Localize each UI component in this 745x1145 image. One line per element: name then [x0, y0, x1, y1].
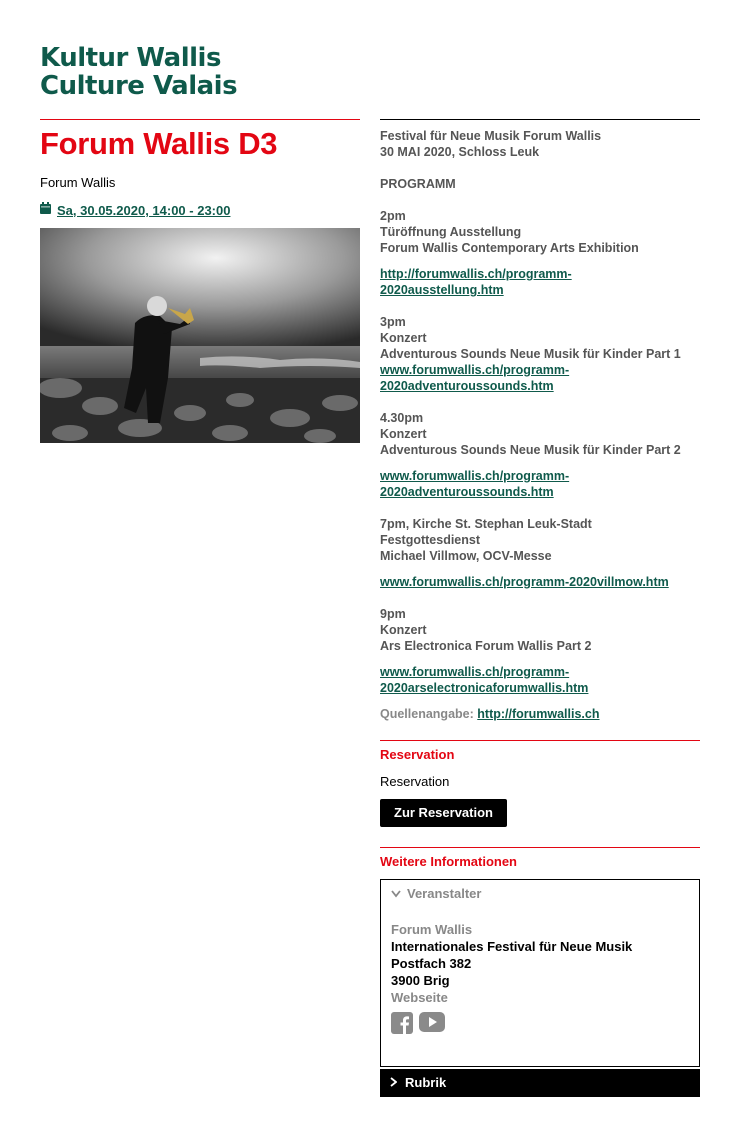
text-line: Michael Villmow, OCV-Messe: [380, 549, 552, 563]
organizer-line: Postfach 382: [391, 956, 472, 971]
source-label: Quellenangabe:: [380, 707, 474, 721]
event-details: [380, 119, 700, 1097]
text-line: 7pm, Kirche St. Stephan Leuk-Stadt: [380, 517, 592, 531]
divider: [380, 119, 700, 120]
event-main: [40, 119, 360, 443]
calendar-icon: [40, 201, 51, 219]
program-link[interactable]: www.forumwallis.ch/programm- 2020adventuroussounds.htm: [380, 363, 570, 393]
organizer-name: Forum Wallis: [391, 922, 473, 937]
divider: [380, 847, 700, 848]
program-link[interactable]: http://forumwallis.ch/programm- 2020ausstellung.htm: [380, 267, 572, 297]
event-date: [40, 201, 360, 219]
source-link[interactable]: http://forumwallis.ch: [477, 707, 600, 721]
reservation-heading: Reservation: [380, 747, 455, 762]
chevron-right-icon: [390, 1069, 397, 1097]
logo-line-de: Kultur Wallis: [40, 43, 221, 73]
organizer-info: [391, 921, 689, 1038]
program-link[interactable]: www.forumwallis.ch/programm- 2020adventuroussounds.htm: [380, 469, 570, 499]
social-links: [391, 1012, 689, 1038]
event-photo: [40, 228, 360, 443]
logo-line-fr: Culture Valais: [40, 71, 238, 101]
text-line: Türöffnung Ausstellung: [380, 225, 522, 239]
chevron-down-icon: [391, 886, 401, 901]
text-line: Forum Wallis Contemporary Arts Exhibition: [380, 241, 639, 255]
event-description: [380, 128, 700, 722]
program-link[interactable]: www.forumwallis.ch/programm-2020villmow.htm: [380, 575, 669, 589]
text-line: 30 MAI 2020, Schloss Leuk: [380, 145, 540, 159]
event-date-link[interactable]: Sa, 30.05.2020, 14:00 - 23:00: [57, 202, 231, 218]
text-line: 4.30pm: [380, 411, 424, 425]
text-line: Adventurous Sounds Neue Musik für Kinder Part 2: [380, 443, 681, 457]
accordion-title: Veranstalter: [407, 886, 482, 901]
text-line: Konzert: [380, 331, 427, 345]
reservation-text: Reservation: [380, 774, 450, 789]
text-line: Festival für Neue Musik Forum Wallis: [380, 129, 602, 143]
youtube-icon[interactable]: [419, 1012, 445, 1038]
rubrik-toggle[interactable]: [380, 1069, 700, 1097]
organizer-line: 3900 Brig: [391, 973, 450, 988]
text-line: PROGRAMM: [380, 177, 456, 191]
text-line: Konzert: [380, 623, 427, 637]
source-line: [380, 706, 700, 722]
text-line: Ars Electronica Forum Wallis Part 2: [380, 639, 592, 653]
organizer-line: Internationales Festival für Neue Musik: [391, 939, 633, 954]
text-line: Adventurous Sounds Neue Musik für Kinder Part 1: [380, 347, 681, 361]
organizer-accordion: [380, 879, 700, 1067]
website-link[interactable]: Webseite: [391, 990, 448, 1005]
rubrik-label: Rubrik: [405, 1075, 447, 1090]
text-line: 2pm: [380, 209, 406, 223]
text-line: 9pm: [380, 607, 406, 621]
reservation-button[interactable]: Zur Reservation: [380, 799, 507, 827]
divider: [40, 119, 360, 120]
facebook-icon[interactable]: [391, 1012, 413, 1038]
page-title: Forum Wallis D3: [40, 126, 278, 161]
text-line: Festgottesdienst: [380, 533, 481, 547]
program-link[interactable]: www.forumwallis.ch/programm- 2020arselectronicaforumwallis.htm: [380, 665, 589, 695]
text-line: Konzert: [380, 427, 427, 441]
event-organizer: Forum Wallis: [40, 175, 116, 190]
more-info-heading: Weitere Informationen: [380, 854, 518, 869]
site-logo[interactable]: [40, 44, 237, 100]
text-line: 3pm: [380, 315, 406, 329]
accordion-toggle[interactable]: [391, 886, 689, 901]
divider: [380, 740, 700, 741]
